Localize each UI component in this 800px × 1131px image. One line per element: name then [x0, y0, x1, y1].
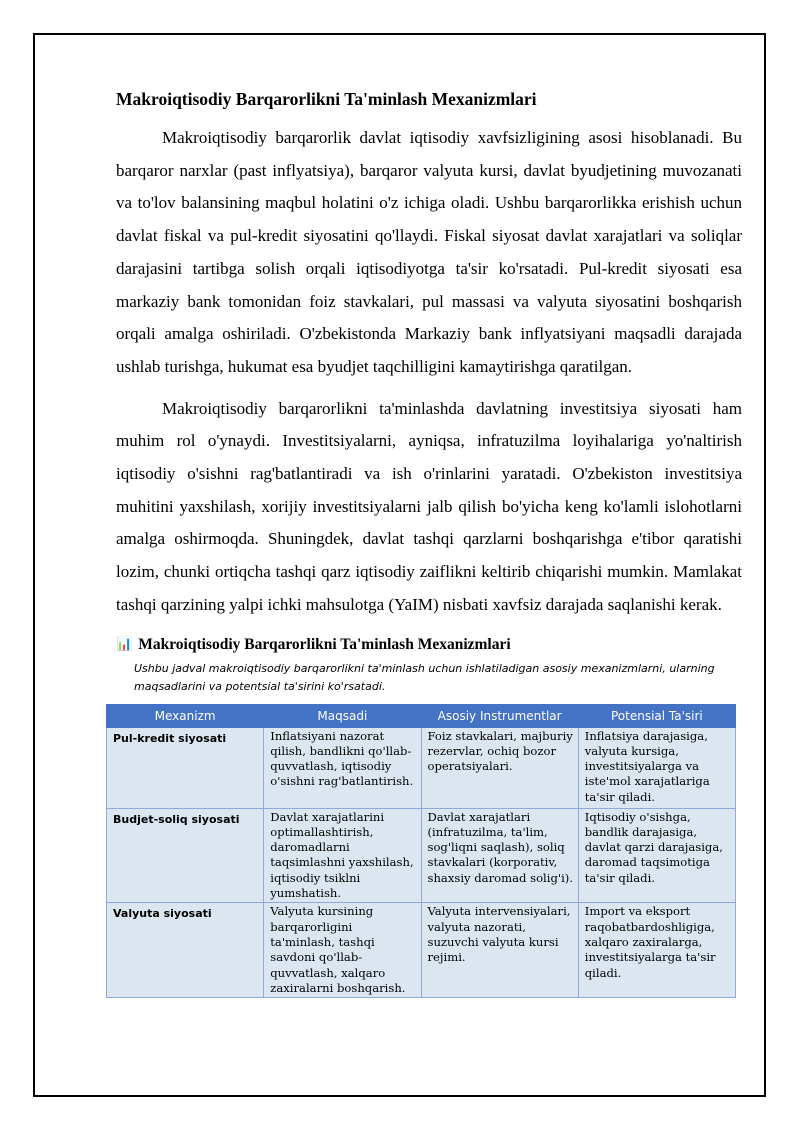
table-header-row: [107, 704, 736, 727]
cell-impact: Inflatsiya darajasiga, valyuta kursiga, investitsiyalarga va iste'mol xarajatlariga ta'sir qiladi.: [578, 727, 735, 808]
cell-instruments: Valyuta intervensiyalari, valyuta nazorati, suzuvchi valyuta kursi rejimi.: [421, 903, 578, 998]
table-caption: Ushbu jadval makroiqtisodiy barqarorlikni ta'minlash uchun ishlatiladigan asosiy mexanizmlarni, ularning maqsadlarini va potentsial ta'sirini ko'rsatadi.: [134, 661, 715, 693]
column-header-mechanism: Mexanizm: [107, 704, 264, 727]
table-heading: [116, 634, 742, 656]
cell-impact: Iqtisodiy o'sishga, bandlik darajasiga, davlat qarzi darajasiga, daromad taqsimotiga ta'sir qiladi.: [578, 808, 735, 903]
cell-mechanism: Pul-kredit siyosati: [107, 727, 264, 808]
column-header-goal: Maqsadi: [264, 704, 421, 727]
cell-mechanism: Valyuta siyosati: [107, 903, 264, 998]
cell-goal: Inflatsiyani nazorat qilish, bandlikni qo'llab-quvvatlash, iqtisodiy o'sishni rag'batlantirish.: [264, 727, 421, 808]
cell-instruments: Foiz stavkalari, majburiy rezervlar, ochiq bozor operatsiyalari.: [421, 727, 578, 808]
table-row: [107, 727, 736, 808]
cell-instruments: Davlat xarajatlari (infratuzilma, ta'lim, sog'liqni saqlash), soliq stavkalari (korporativ, shaxsiy daromad solig'i).: [421, 808, 578, 903]
cell-goal: Davlat xarajatlarini optimallashtirish, daromadlarni taqsimlashni yaxshilash, iqtisodiy tsiklni yumshatish.: [264, 808, 421, 903]
bar-chart-icon: 📊: [116, 636, 133, 652]
column-header-instruments: Asosiy Instrumentlar: [421, 704, 578, 727]
paragraph-2: Makroiqtisodiy barqarorlikni ta'minlashda davlatning investitsiya siyosati ham muhim rol o'ynaydi. Investitsiyalarni, ayniqsa, infratuzilma loyihalariga yo'naltirish iqtisodiy o'sishni rag'batlantiradi va ish o'rinlarini yaratadi. O'zbekiston investitsiya muhitini yaxshilash, xorijiy investitsiyalarni jalb qilish bo'yicha keng ko'lamli islohotlarni amalga oshirmoqda. Shuningdek, davlat tashqi qarzlarni boshqarishga e'tibor qaratishi lozim, chunki ortiqcha tashqi qarz iqtisodiy zaiflikni keltirib chiqarishi mumkin. Mamlakat tashqi qarzining yalpi ichki mahsulotga (YaIM) nisbati xavfsiz darajada saqlanishi kerak.: [116, 398, 742, 614]
document-title: Makroiqtisodiy Barqarorlikni Ta'minlash Mexanizmlari: [116, 89, 537, 109]
cell-impact: Import va eksport raqobatbardoshligiga, xalqaro zaxiralarga, investitsiyalarga ta'sir qiladi.: [578, 903, 735, 998]
table-row: [107, 903, 736, 998]
document-body: [113, 86, 742, 998]
cell-goal: Valyuta kursining barqarorligini ta'minlash, tashqi savdoni qo'llab-quvvatlash, xalqaro zaxiralarni boshqarish.: [264, 903, 421, 998]
cell-mechanism: Budjet-soliq siyosati: [107, 808, 264, 903]
table-heading-text: Makroiqtisodiy Barqarorlikni Ta'minlash Mexanizmlari: [138, 635, 511, 653]
column-header-impact: Potensial Ta'siri: [578, 704, 735, 727]
mechanisms-table: [106, 704, 736, 999]
table-row: [107, 808, 736, 903]
paragraph-1: Makroiqtisodiy barqarorlik davlat iqtisodiy xavfsizligining asosi hisoblanadi. Bu barqaror narxlar (past inflyatsiya), barqaror valyuta kursi, davlat byudjetining muvozanati va to'lov balansining maqbul holatini o'z ichiga oladi. Ushbu barqarorlikka erishish uchun davlat fiskal va pul-kredit siyosatini qo'llaydi. Fiskal siyosat davlat xarajatlari va soliqlar darajasini tartibga solish orqali iqtisodiyotga ta'sir ko'rsatadi. Pul-kredit siyosati esa markaziy bank tomonidan foiz stavkalari, pul massasi va valyuta siyosatini boshqarish orqali amalga oshiriladi. O'zbekistonda Markaziy bank inflyatsiyani maqsadli darajada ushlab turishga, hukumat esa byudjet taqchilligini kamaytirishga qaratilgan.: [116, 128, 742, 376]
